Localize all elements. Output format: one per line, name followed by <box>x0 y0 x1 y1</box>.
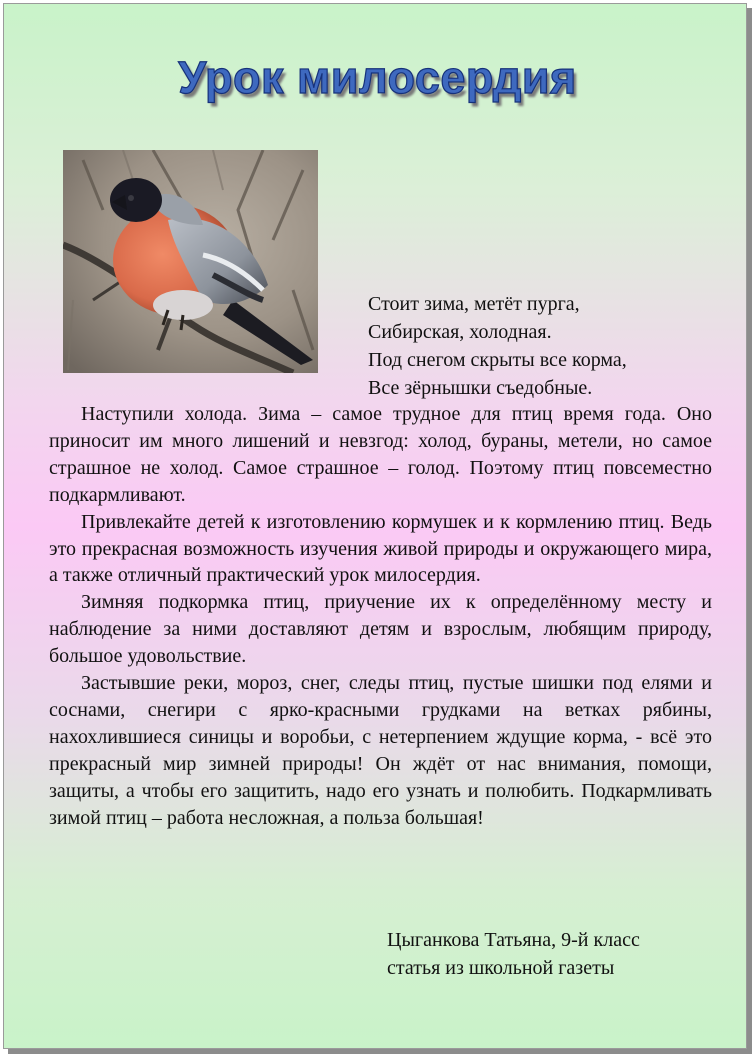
poem <box>368 290 627 402</box>
page-title: Урок милосердия <box>178 52 577 103</box>
poem-line: Все зёрнышки съедобные. <box>368 377 593 399</box>
author-line: Цыганкова Татьяна, 9-й класс <box>387 929 640 951</box>
paragraph: Наступили холода. Зима – самое трудное для птиц время года. Оно приносит им много лишений и невзгод: холод, бураны, метели, но самое страшное не холод. Самое страшное – голод. Поэтому птиц повсеместно подкармливают. <box>49 403 712 506</box>
poem-line: Под снегом скрыты все корма, <box>368 349 627 371</box>
poem-line: Сибирская, холодная. <box>368 321 552 343</box>
article-body <box>49 401 712 832</box>
paragraph: Застывшие реки, мороз, снег, следы птиц, пустые шишки под елями и соснами, снегири с ярко-красными грудками на ветках рябины, нахохлившиеся синицы и воробьи, с нетерпением ждущие корма, - всё это прекрасный мир зимней природы! Он ждёт от нас внимания, помощи, защиты, а чтобы его защитить, надо его узнать и полюбить. Подкармливать зимой птиц – работа несложная, а польза большая! <box>49 672 712 829</box>
paragraph: Зимняя подкормка птиц, приучение их к определённому месту и наблюдение за ними доставляют детям и взрослым, любящим природу, большое удовольствие. <box>49 591 712 668</box>
paragraph: Привлекайте детей к изготовлению кормушек и к кормлению птиц. Ведь это прекрасная возможность изучения живой природы и окружающего мира, а также отличный практический урок милосердия. <box>49 510 712 587</box>
poem-line: Стоит зима, метёт пурга, <box>368 293 580 315</box>
signature <box>387 926 640 982</box>
bullfinch-photo <box>63 150 318 373</box>
source-line: статья из школьной газеты <box>387 957 615 979</box>
